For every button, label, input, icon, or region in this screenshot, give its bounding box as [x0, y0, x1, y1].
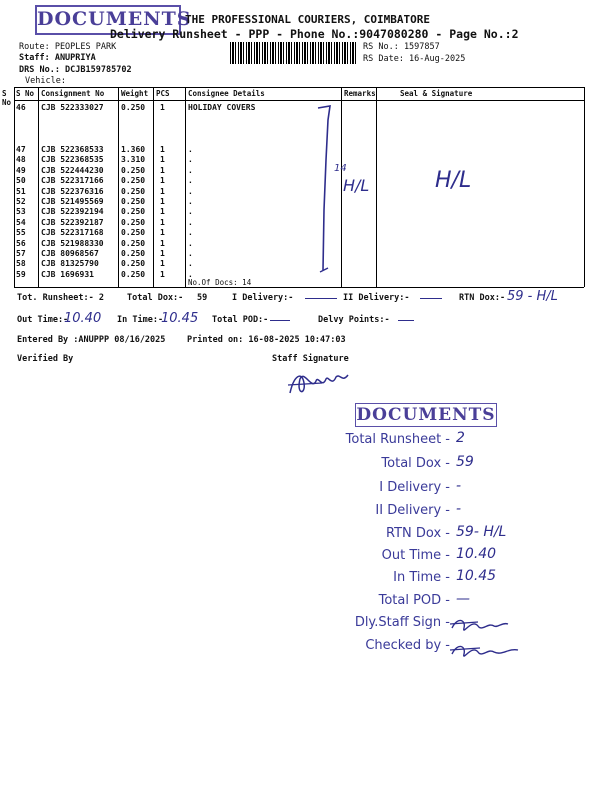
row-consignment: CJB 80968567 [41, 249, 99, 258]
row-pcs: 1 [160, 249, 165, 258]
row-consignment: CJB 81325790 [41, 259, 99, 269]
row-weight: 0.250 [121, 165, 146, 175]
total-dox-value: 59 [197, 293, 208, 303]
vehicle: Vehicle: [25, 76, 66, 86]
row-weight: 0.250 [121, 197, 146, 206]
row-weight: 0.250 [121, 259, 146, 269]
summary-label: I Delivery - [379, 480, 450, 495]
summary-signatures [448, 612, 538, 672]
runsheet-subtitle: Delivery Runsheet - PPP - Phone No.:9047080280 - Page No.:2 [110, 27, 519, 41]
row-details: . [188, 238, 193, 248]
summary-value: 10.45 [456, 568, 497, 584]
rtn-dox: RTN Dox:- [459, 293, 506, 303]
row-details: HOLIDAY COVERS [188, 103, 256, 112]
row-sno: 46 [16, 103, 26, 112]
summary-value: 59 [456, 454, 474, 470]
staff: Staff: ANUPRIYA [19, 53, 96, 63]
row-sno: 52 [16, 197, 26, 206]
row-consignment: CJB 522317168 [41, 228, 104, 238]
col-seal: Seal & Signature [400, 89, 473, 98]
col-consignee: Consignee Details [188, 89, 265, 98]
row-sno: 53 [16, 207, 26, 217]
barcode [230, 42, 358, 64]
rtn-dox-hand: 59 - H/L [507, 289, 558, 304]
row-consignment: CJB 522392194 [41, 207, 104, 217]
total-pod: Total POD:- [212, 315, 269, 325]
row-weight: 0.250 [121, 103, 146, 112]
row-details: . [188, 186, 193, 196]
row-consignment: CJB 522376316 [41, 186, 104, 196]
row-consignment: CJB 522392187 [41, 217, 104, 227]
summary-label: Total Dox - [381, 456, 450, 471]
col-weight: Weight [121, 89, 149, 98]
row-weight: 0.250 [121, 238, 146, 248]
row-pcs: 1 [160, 228, 165, 238]
col-sno: S No [2, 89, 12, 107]
summary-label: Out Time - [381, 548, 450, 563]
row-consignment: CJB 521988330 [41, 238, 104, 248]
row-consignment: CJB 1696931 [41, 269, 94, 279]
row-details: . [188, 197, 193, 206]
row-sno: 48 [16, 155, 26, 165]
row-weight: 0.250 [121, 207, 146, 217]
row-weight: 0.250 [121, 186, 146, 196]
summary-label: Dly.Staff Sign - [354, 615, 450, 630]
documents-stamp-bottom: DOCUMENTS [356, 405, 496, 425]
col-pcs: PCS [156, 89, 170, 98]
drs-number: DRS No.: DCJB159785702 [19, 65, 132, 75]
summary-label: RTN Dox - [386, 526, 450, 541]
row-sno: 49 [16, 165, 26, 175]
seal-hl: H/L [435, 168, 472, 193]
printed-on: Printed on: 16-08-2025 10:47:03 [187, 335, 346, 345]
row-weight: 3.310 [121, 155, 146, 165]
summary-label: In Time - [393, 570, 450, 585]
summary-label: Total POD - [378, 593, 450, 608]
row-sno: 59 [16, 269, 26, 279]
in-time: In Time:- [117, 315, 164, 325]
row-sno: 55 [16, 228, 26, 238]
staff-signature [282, 365, 352, 400]
out-time-hand: 10.40 [64, 311, 102, 326]
row-pcs: 1 [160, 176, 165, 186]
staff-signature-label: Staff Signature [272, 354, 349, 364]
row-pcs: 1 [160, 269, 165, 279]
row-pcs: 1 [160, 155, 165, 165]
company-name: THE PROFESSIONAL COURIERS, COIMBATORE [185, 13, 431, 26]
row-pcs: 1 [160, 217, 165, 227]
i-delivery: I Delivery:- [232, 293, 294, 303]
row-details: . [188, 145, 193, 154]
row-sno: 57 [16, 249, 26, 258]
row-pcs: 1 [160, 238, 165, 248]
row-details: . [188, 228, 193, 238]
in-time-hand: 10.45 [161, 311, 199, 326]
row-pcs: 1 [160, 186, 165, 196]
row-sno: 47 [16, 145, 26, 154]
col-consignment: Consignment No [41, 89, 105, 98]
delvy-points: Delvy Points:- [318, 315, 390, 325]
row-consignment: CJB 522368533 [41, 145, 104, 154]
row-pcs: 1 [160, 259, 165, 269]
row-details: . [188, 269, 193, 279]
documents-stamp-top: DOCUMENTS [35, 5, 181, 35]
entered-by: Entered By :ANUPPP 08/16/2025 [17, 335, 166, 345]
row-weight: 0.250 [121, 249, 146, 258]
row-details: . [188, 259, 193, 269]
row-weight: 0.250 [121, 217, 146, 227]
row-pcs: 1 [160, 145, 165, 154]
row-pcs: 1 [160, 165, 165, 175]
row-details: . [188, 155, 193, 165]
row-weight: 1.360 [121, 145, 146, 154]
row-consignment: CJB 522317166 [41, 176, 104, 186]
summary-value: - [456, 501, 462, 517]
summary-label: Total Runsheet - [345, 432, 450, 447]
row-weight: 0.250 [121, 269, 146, 279]
row-details: . [188, 217, 193, 227]
row-details: . [188, 207, 193, 217]
row-details: . [188, 165, 193, 175]
row-weight: 0.250 [121, 176, 146, 186]
row-consignment: CJB 522333027 [41, 103, 104, 112]
rs-date: RS Date: 16-Aug-2025 [363, 54, 466, 64]
rs-number: RS No.: 1597857 [363, 42, 440, 52]
summary-value: - [456, 478, 462, 494]
out-time: Out Time:- [17, 315, 69, 325]
summary-value: 10.40 [456, 546, 497, 562]
summary-value: 2 [456, 430, 465, 446]
row-sno: 58 [16, 259, 26, 269]
row-consignment: CJB 521495569 [41, 197, 104, 206]
remarks-hl: H/L [343, 176, 370, 195]
row-pcs: 1 [160, 197, 165, 206]
verified-by: Verified By [17, 354, 74, 364]
col-sno: S No [16, 89, 35, 98]
row-details: . [188, 176, 193, 186]
no-of-docs: No.Of Docs: 14 [188, 278, 252, 287]
tot-runsheet: Tot. Runsheet:- 2 [17, 293, 104, 303]
summary-value: 59- H/L [456, 524, 507, 540]
row-weight: 0.250 [121, 228, 146, 238]
row-consignment: CJB 522444230 [41, 165, 104, 175]
row-consignment: CJB 522368535 [41, 155, 104, 165]
row-sno: 54 [16, 217, 26, 227]
row-pcs: 1 [160, 207, 165, 217]
ii-delivery: II Delivery:- [343, 293, 410, 303]
summary-label: Checked by - [365, 638, 450, 653]
total-dox: Total Dox:- [127, 293, 184, 303]
row-details: . [188, 249, 193, 258]
summary-label: II Delivery - [375, 503, 450, 518]
row-sno: 56 [16, 238, 26, 248]
row-pcs: 1 [160, 103, 165, 112]
route: Route: PEOPLES PARK [19, 42, 117, 52]
col-remarks: Remarks [344, 89, 376, 98]
remarks-prefix: 14 [334, 163, 347, 174]
row-sno: 50 [16, 176, 26, 186]
summary-value: — [456, 591, 470, 607]
row-sno: 51 [16, 186, 26, 196]
